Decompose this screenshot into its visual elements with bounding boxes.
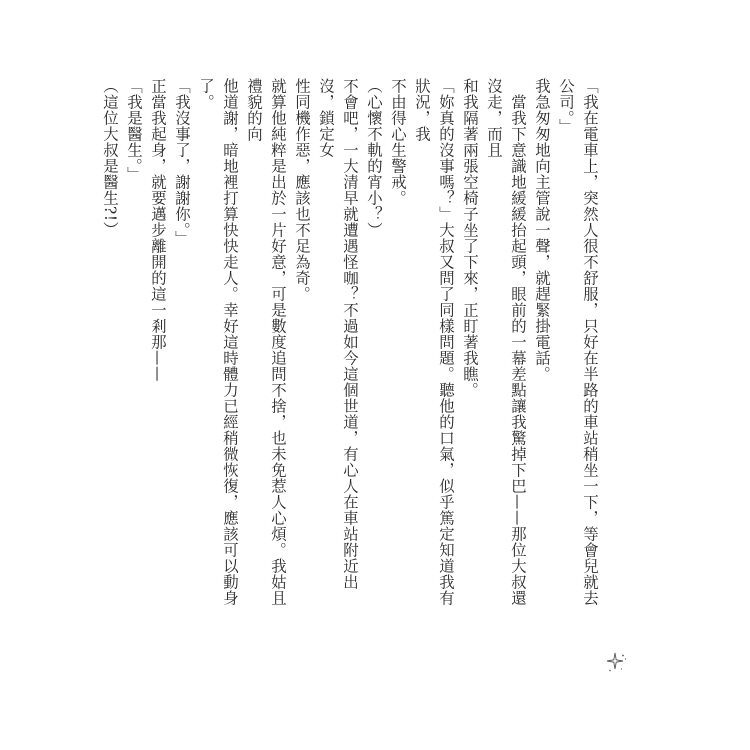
- text-line: 「我沒事了，謝謝你。」: [173, 78, 191, 247]
- text-line: 當我下意識地緩緩抬起頭，眼前的一幕差點讓我驚掉下巴——那位大叔還沒走，而且: [485, 78, 527, 606]
- text-line: 「我是醫生。」: [125, 78, 143, 183]
- text-line: 不會吧，一大清早就遭遇怪咖？不過如今這個世道，有心人在車站附近出沒，鎖定女: [317, 78, 359, 590]
- text-line: （這位大叔是醫生?!）: [101, 78, 119, 238]
- text-line: （心懷不軌的宵小？）: [365, 78, 383, 238]
- text-line: 「妳真的沒事嗎？」大叔又問了同樣問題。聽他的口氣，似乎篤定知道我有狀況，我: [413, 78, 455, 606]
- text-line: 我急匆匆地向主管說一聲，就趕緊掛電話。: [533, 78, 551, 382]
- text-line: 性同機作惡，應該也不足為奇。: [293, 78, 311, 302]
- text-line: 就算他純粹是出於一片好意，可是數度追問不捨，也未免惹人心煩。我姑且禮貌的向: [245, 78, 287, 606]
- text-line: 和我隔著兩張空椅子坐了下來，正盯著我瞧。: [461, 78, 479, 398]
- text-line: 正當我起身，就要邁步離開的這一剎那——: [149, 78, 167, 382]
- text-line: 他道謝，暗地裡打算快快走人。幸好這時體力已經稍微恢復，應該可以動身了。: [197, 78, 239, 606]
- text-line: 「我在電車上，突然人很不舒服，只好在半路的車站稍坐一下，等會兒就去公司。」: [557, 78, 599, 606]
- sparkle-icon: [606, 652, 628, 674]
- vertical-text-body: [98, 78, 602, 618]
- text-line: 不由得心生警戒。: [389, 78, 407, 206]
